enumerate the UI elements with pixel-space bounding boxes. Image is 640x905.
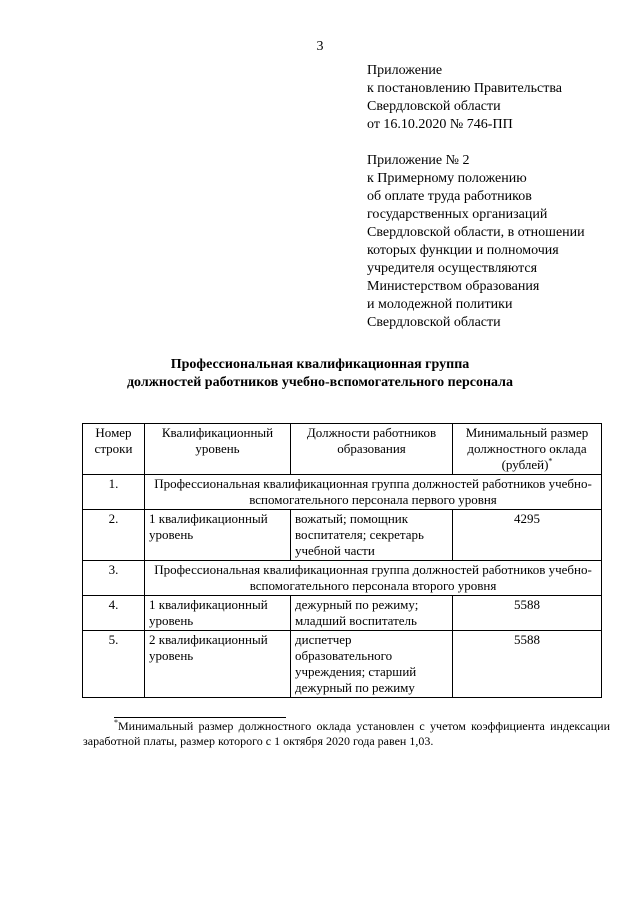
row-positions: вожатый; помощник воспитателя; секретарь учебной части — [291, 510, 453, 561]
appendix-line: Приложение № 2 — [367, 153, 470, 168]
row-level: 1 квалификационный уровень — [145, 596, 291, 631]
footnote-mark: * — [114, 718, 118, 727]
title-line-2: должностей работников учебно-вспомогательного персонала — [126, 375, 514, 390]
table-row — [83, 631, 602, 698]
row-positions: дежурный по режиму; младший воспитатель — [291, 596, 453, 631]
appendix-line: государственных организаций — [367, 207, 548, 222]
document-title — [0, 356, 640, 392]
row-num: 4. — [83, 596, 145, 631]
table-header-row — [83, 424, 602, 475]
row-salary: 4295 — [453, 510, 602, 561]
row-num: 2. — [83, 510, 145, 561]
row-num: 1. — [83, 475, 145, 510]
header-level: Квалификационный уровень — [145, 424, 291, 475]
header-salary-text: Минимальный размер должностного оклада (рублей) — [465, 425, 589, 472]
appendix-line: от 16.10.2020 № 746-ПП — [367, 117, 513, 132]
row-level: 2 квалификационный уровень — [145, 631, 291, 698]
appendix-block-resolution — [367, 62, 627, 134]
appendix-line: Свердловской области — [367, 315, 501, 330]
footnote-divider — [114, 717, 286, 718]
appendix-line: которых функции и полномочия — [367, 243, 559, 258]
row-salary: 5588 — [453, 631, 602, 698]
appendix-line: Приложение — [367, 63, 443, 78]
footnote — [83, 719, 610, 749]
footnote-text: Минимальный размер должностного оклада установлен с учетом коэффициента индексации заработной платы, размер которого с 1 октября 2020 года равен 1,03. — [83, 719, 610, 748]
appendix-line: об оплате труда работников — [367, 189, 532, 204]
appendix-line: учредителя осуществляются — [367, 261, 538, 276]
salary-table — [82, 423, 602, 698]
appendix-line: Свердловской области — [367, 99, 501, 114]
appendix-line: Свердловской области, в отношении — [367, 225, 585, 240]
table-row — [83, 561, 602, 596]
row-num: 5. — [83, 631, 145, 698]
appendix-block-regulation — [367, 152, 627, 332]
row-positions: диспетчер образовательного учреждения; старший дежурный по режиму — [291, 631, 453, 698]
appendix-line: и молодежной политики — [367, 297, 513, 312]
table-row — [83, 510, 602, 561]
title-line-1: Профессиональная квалификационная группа — [170, 357, 470, 372]
group-heading: Профессиональная квалификационная группа должностей работников учебно-вспомогательного персонала первого уровня — [145, 475, 602, 510]
header-num: Номер строки — [83, 424, 145, 475]
page-number: 3 — [316, 39, 324, 54]
appendix-line: к Примерному положению — [367, 171, 527, 186]
appendix-line: Министерством образования — [367, 279, 540, 294]
row-level: 1 квалификационный уровень — [145, 510, 291, 561]
appendix-header — [367, 62, 627, 332]
row-num: 3. — [83, 561, 145, 596]
header-salary — [453, 424, 602, 475]
table-row — [83, 475, 602, 510]
footnote-ref-mark: * — [548, 456, 553, 466]
header-positions: Должности работников образования — [291, 424, 453, 475]
appendix-line: к постановлению Правительства — [367, 81, 563, 96]
table-row — [83, 596, 602, 631]
row-salary: 5588 — [453, 596, 602, 631]
group-heading: Профессиональная квалификационная группа должностей работников учебно-вспомогательного персонала второго уровня — [145, 561, 602, 596]
